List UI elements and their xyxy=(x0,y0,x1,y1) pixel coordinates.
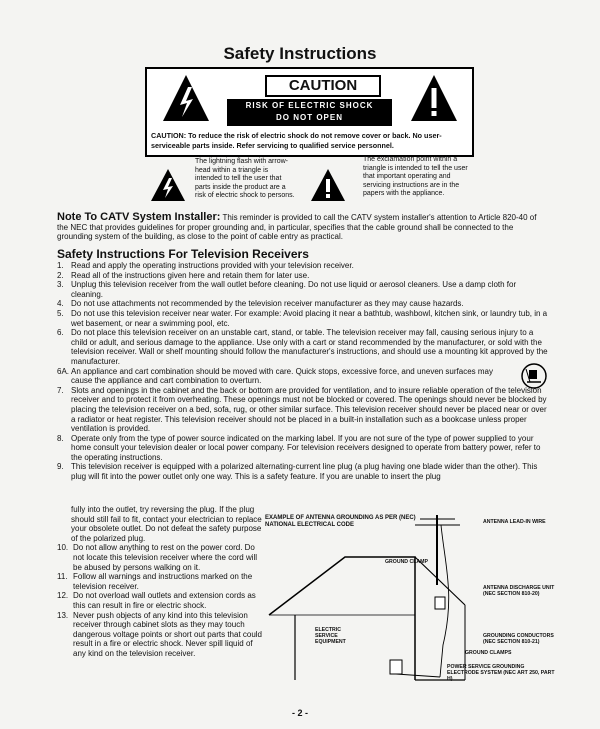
exclamation-triangle-icon xyxy=(409,73,459,123)
item-text: Read and apply the operating instructions provided with your television receiver. xyxy=(71,261,354,270)
list-item xyxy=(57,543,267,572)
caution-footer: CAUTION: To reduce the risk of electric shock do not remove cover or back. No user-serviceable parts inside. Refer servicing to qualified service personnel. xyxy=(151,131,442,150)
item-text: Slots and openings in the cabinet and the back or bottom are provided for ventilation, and to insure reliable operation of the television receiver and to protect it from overheating. These openings must not be blocked or covered. The openings should never be blocked by placing the television receiver on a bed, sofa, rug, or other similar surface. This television receiver should never be placed near or over a radiator or heat register. This television receiver should not be placed in a built-in installation such as a bookcase unless proper ventilation is provided. xyxy=(71,385,547,434)
label-ground-clamps: GROUND CLAMPS xyxy=(465,650,512,656)
item-text: Follow all warnings and instructions marked on the television receiver. xyxy=(73,572,253,591)
catv-heading: Note To CATV System Installer: xyxy=(57,211,221,223)
item-text: Never push objects of any kind into this television receiver through cabinet slots as they may touch dangerous voltage points or short out parts that could result in a fire or electric shock. Never spill liquid of any kind on the television receiver. xyxy=(73,610,263,658)
item-number: 11. xyxy=(57,572,68,582)
label-grounding-conductors: GROUNDING CONDUCTORS (NEC SECTION 810-21) xyxy=(483,633,554,645)
list-item xyxy=(57,299,549,309)
item-number: 3. xyxy=(57,280,64,290)
label-service-equipment: ELECTRIC SERVICE EQUIPMENT xyxy=(315,627,346,645)
section-heading: Safety Instructions For Television Receivers xyxy=(57,247,309,261)
list-item xyxy=(57,611,267,659)
item9-continuation: fully into the outlet, try reversing the plug. If the plug should still fail to fit, contact your electrician to replace your obsolete outlet. Do not defeat the safety purpose of the polarized plug. xyxy=(71,505,262,543)
lightning-symbol-icon xyxy=(150,168,186,202)
caution-bar-line1: RISK OF ELECTRIC SHOCK xyxy=(245,101,374,110)
label-discharge-unit: ANTENNA DISCHARGE UNIT (NEC SECTION 810-20) xyxy=(483,585,555,597)
catv-text: This reminder is provided to call the CATV system installer's attention to Article 820-40 of the NEC that provides guidelines for proper grounding and, in particular, specifies that the cable ground shall be connected to the grounding system of the building, as close to the point of cable entry as practical. xyxy=(57,213,537,242)
caution-bar-line2: DO NOT OPEN xyxy=(275,113,343,122)
label-electrode-system: POWER SERVICE GROUNDING ELECTRODE SYSTEM (NEC ART 250, PART H) xyxy=(447,664,555,682)
item-text: Operate only from the type of power source indicated on the marking label. If you are not sure of the type of power supplied to your home consult your television dealer or local power company. For television receivers designed to operate from battery power, refer to the operating instructions. xyxy=(71,433,541,462)
item-number: 2. xyxy=(57,270,64,280)
item-number: 8. xyxy=(57,433,64,443)
item-number: 12. xyxy=(57,591,69,601)
lightning-description: The lightning flash with arrow-head within a triangle is intended to tell the user that parts inside the product are a risk of electric shock to persons. xyxy=(195,158,295,199)
page-title: Safety Instructions xyxy=(223,44,377,63)
item-text: Do not allow anything to rest on the power cord. Do not locate this television receiver where the cord will be abused by persons walking on it. xyxy=(73,543,258,572)
list-item xyxy=(57,328,549,366)
exclamation-symbol-icon xyxy=(310,168,346,202)
catv-note xyxy=(57,213,549,242)
list-item xyxy=(57,280,549,299)
item-text: Unplug this television receiver from the wall outlet before cleaning. Do not use liquid or aerosol cleaners. Use a damp cloth for cleaning. xyxy=(71,280,517,299)
list-item xyxy=(57,261,549,271)
caution-bar xyxy=(227,99,392,126)
item-number: 13. xyxy=(57,610,69,620)
list-item xyxy=(57,386,549,434)
caution-heading: CAUTION xyxy=(265,75,381,97)
item-text: Read all of the instructions given here and retain them for later use. xyxy=(71,270,310,280)
item-text: This television receiver is equipped with a polarized alternating-current line plug (a plug having one blade wider than the other). This plug will fit into the power outlet only one way. This is a safety feature. If you are unable to insert the plug xyxy=(71,462,538,482)
item-text: Do not place this television receiver on an unstable cart, stand, or table. The television receiver may fall, causing serious injury to a child or adult, and serious damage to the appliance. Use only with a cart or stand recommended by the manufacturer, or sold with the television receiver. Wall or shelf mounting should follow the manufacturer's instructions, and should use a mounting kit approved by the manufacturer. xyxy=(71,328,548,366)
item-number: 4. xyxy=(57,299,64,309)
exclamation-description: The exclamation point within a triangle is intended to tell the user that important operating and servicing instructions are in the papers with the appliance. xyxy=(363,156,468,197)
cart-warning-icon xyxy=(521,363,547,389)
instruction-list xyxy=(57,261,549,482)
page-number: - 2 - xyxy=(291,708,308,718)
item-number: 10. xyxy=(57,543,69,553)
lightning-triangle-icon xyxy=(161,73,211,123)
item-number: 6A. xyxy=(57,366,70,376)
item-number: 6. xyxy=(57,328,64,338)
item-text: Do not use this television receiver near water. For example: Avoid placing it near a bathtub, washbowl, kitchen sink, or laundry tub, in a wet basement, or near a swimming pool, etc. xyxy=(71,308,548,328)
list-item xyxy=(57,367,549,386)
diagram-title: EXAMPLE OF ANTENNA GROUNDING AS PER (NEC) NATIONAL ELECTRICAL CODE xyxy=(265,515,416,528)
list-item xyxy=(57,591,267,610)
list-item xyxy=(57,309,549,328)
narrow-list xyxy=(57,505,267,659)
item-number: 7. xyxy=(57,385,64,395)
item-number: 5. xyxy=(57,308,64,318)
item-number: 9. xyxy=(57,462,64,472)
list-item xyxy=(57,572,267,591)
label-lead-in: ANTENNA LEAD-IN WIRE xyxy=(483,519,546,525)
caution-box xyxy=(145,67,474,157)
item-text: Do not overload wall outlets and extension cords as this can result in fire or electric shock. xyxy=(73,591,256,610)
label-ground-clamp: GROUND CLAMP xyxy=(385,559,428,565)
item-text: An appliance and cart combination should be moved with care. Quick stops, excessive force, and uneven surfaces may cause the appliance and cart combination to overturn. xyxy=(71,366,494,386)
list-item xyxy=(57,462,549,481)
list-item xyxy=(57,434,549,463)
antenna-grounding-diagram xyxy=(265,505,560,695)
list-item xyxy=(57,271,549,281)
item-number: 1. xyxy=(57,261,64,270)
item-text: Do not use attachments not recommended by the television receiver manufacturer as they may cause hazards. xyxy=(71,299,464,309)
